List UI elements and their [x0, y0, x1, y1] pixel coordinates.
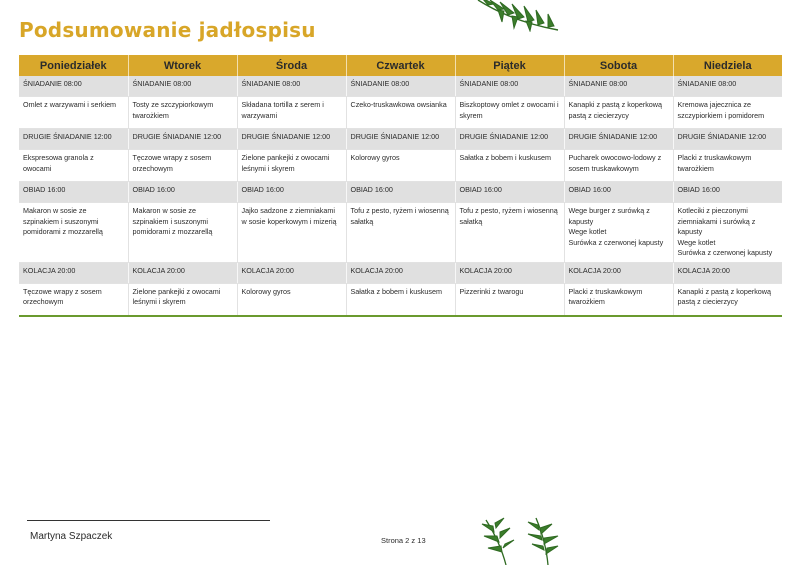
day-header: Niedziela: [673, 55, 782, 76]
dish-cell: Czeko-truskawkowa owsianka: [346, 97, 455, 129]
meal-label: DRUGIE ŚNIADANIE 12:00: [346, 129, 455, 150]
day-header: Poniedziałek: [19, 55, 128, 76]
meal-label-row: [19, 262, 782, 283]
dish-cell: Omlet z warzywami i serkiem: [19, 97, 128, 129]
meal-label: DRUGIE ŚNIADANIE 12:00: [673, 129, 782, 150]
meal-label: KOLACJA 20:00: [673, 262, 782, 283]
meal-label: OBIAD 16:00: [19, 182, 128, 203]
dish-cell: Zielone pankejki z owocami leśnymi i skyrem: [237, 150, 346, 182]
meal-label: KOLACJA 20:00: [564, 262, 673, 283]
dish-cell: Tofu z pesto, ryżem i wiosenną sałatką: [455, 203, 564, 263]
dish-cell: Kremowa jajecznica ze szczypiorkiem i pomidorem: [673, 97, 782, 129]
meal-label-row: [19, 76, 782, 97]
dish-cell: Tęczowe wrapy z sosem orzechowym: [128, 150, 237, 182]
meal-label: DRUGIE ŚNIADANIE 12:00: [237, 129, 346, 150]
day-header: Wtorek: [128, 55, 237, 76]
meal-label: DRUGIE ŚNIADANIE 12:00: [564, 129, 673, 150]
meal-label: OBIAD 16:00: [564, 182, 673, 203]
dish-row: [19, 283, 782, 316]
day-header: Piątek: [455, 55, 564, 76]
meal-label: ŚNIADANIE 08:00: [237, 76, 346, 97]
meal-label: ŚNIADANIE 08:00: [128, 76, 237, 97]
dish-cell: Zielone pankejki z owocami leśnymi i skyrem: [128, 283, 237, 316]
meal-label-row: [19, 129, 782, 150]
meal-label: DRUGIE ŚNIADANIE 12:00: [455, 129, 564, 150]
meal-label: ŚNIADANIE 08:00: [455, 76, 564, 97]
dish-cell: Tęczowe wrapy z sosem orzechowym: [19, 283, 128, 316]
meal-label: ŚNIADANIE 08:00: [19, 76, 128, 97]
dish-row: [19, 150, 782, 182]
dish-cell: Składana tortilla z serem i warzywami: [237, 97, 346, 129]
day-header: Sobota: [564, 55, 673, 76]
meal-label: ŚNIADANIE 08:00: [564, 76, 673, 97]
meal-label: KOLACJA 20:00: [455, 262, 564, 283]
meal-label-row: [19, 182, 782, 203]
dish-cell: Kolorowy gyros: [237, 283, 346, 316]
meal-label: OBIAD 16:00: [128, 182, 237, 203]
meal-label: KOLACJA 20:00: [346, 262, 455, 283]
dish-cell: Kanapki z pastą z koperkową pastą z ciecierzycy: [673, 283, 782, 316]
page-number: Strona 2 z 13: [381, 536, 426, 545]
meal-label: DRUGIE ŚNIADANIE 12:00: [128, 129, 237, 150]
meal-label: KOLACJA 20:00: [128, 262, 237, 283]
meal-plan-table: [19, 55, 782, 317]
dish-cell: Sałatka z bobem i kuskusem: [346, 283, 455, 316]
meal-label: OBIAD 16:00: [237, 182, 346, 203]
dish-cell: Tofu z pesto, ryżem i wiosenną sałatką: [346, 203, 455, 263]
day-header: Czwartek: [346, 55, 455, 76]
meal-label: OBIAD 16:00: [455, 182, 564, 203]
meal-label: OBIAD 16:00: [346, 182, 455, 203]
dish-cell: Pucharek owocowo-lodowy z sosem truskawkowym: [564, 150, 673, 182]
meal-label: KOLACJA 20:00: [237, 262, 346, 283]
meal-label: ŚNIADANIE 08:00: [673, 76, 782, 97]
dish-cell: Jajko sadzone z ziemniakami w sosie koperkowym i mizerią: [237, 203, 346, 263]
dish-row: [19, 203, 782, 263]
meal-label: ŚNIADANIE 08:00: [346, 76, 455, 97]
dish-cell: Placki z truskawkowym twarożkiem: [673, 150, 782, 182]
palm-leaves-icon: [478, 514, 573, 565]
dish-cell: Pizzerinki z twarogu: [455, 283, 564, 316]
author-name: Martyna Szpaczek: [30, 531, 113, 542]
page-title: Podsumowanie jadłospisu: [19, 18, 316, 42]
dish-cell: Tosty ze szczypiorkowym twarożkiem: [128, 97, 237, 129]
dish-cell: Sałatka z bobem i kuskusem: [455, 150, 564, 182]
dish-cell: Ekspresowa granola z owocami: [19, 150, 128, 182]
palm-leaf-icon: [468, 0, 568, 32]
meal-label: OBIAD 16:00: [673, 182, 782, 203]
meal-label: DRUGIE ŚNIADANIE 12:00: [19, 129, 128, 150]
dish-cell: Makaron w sosie ze szpinakiem i suszonymi pomidorami z mozzarellą: [19, 203, 128, 263]
dish-cell: Placki z truskawkowym twarożkiem: [564, 283, 673, 316]
dish-row: [19, 97, 782, 129]
day-header: Środa: [237, 55, 346, 76]
dish-cell: Kanapki z pastą z koperkową pastą z ciecierzycy: [564, 97, 673, 129]
dish-cell: Biszkoptowy omlet z owocami i skyrem: [455, 97, 564, 129]
dish-cell: Kotleciki z pieczonymi ziemniakami i surówką z kapusty Wege kotlet Surówka z czerwonej kapusty: [673, 203, 782, 263]
dish-cell: Wege burger z surówką z kapusty Wege kotlet Surówka z czerwonej kapusty: [564, 203, 673, 263]
dish-cell: Makaron w sosie ze szpinakiem i suszonymi pomidorami z mozzarellą: [128, 203, 237, 263]
dish-cell: Kolorowy gyros: [346, 150, 455, 182]
signature-line: [27, 520, 270, 521]
day-header-row: [19, 55, 782, 76]
meal-label: KOLACJA 20:00: [19, 262, 128, 283]
